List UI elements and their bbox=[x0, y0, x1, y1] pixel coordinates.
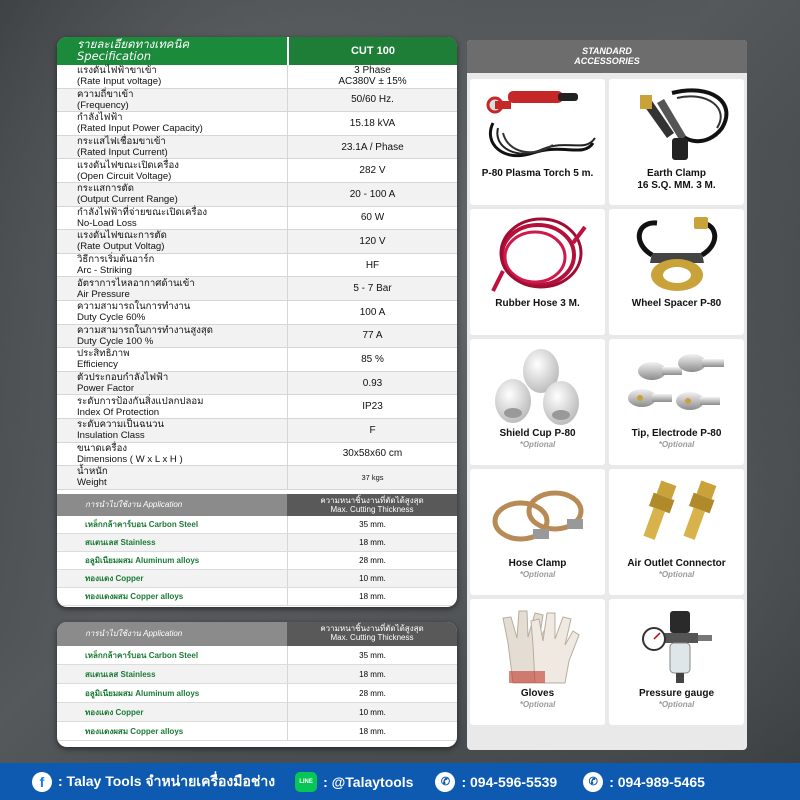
spec-label-th: กำลังไฟฟ้าที่จ่ายขณะเปิดเครื่อง bbox=[77, 206, 208, 218]
spec-value: 30x58x60 cm bbox=[287, 443, 457, 466]
phone-icon: ✆ bbox=[583, 772, 603, 792]
application-thickness: 18 mm. bbox=[287, 534, 457, 551]
spec-label bbox=[57, 207, 287, 230]
application-thickness: 10 mm. bbox=[287, 703, 457, 721]
spec-row bbox=[57, 443, 457, 467]
spec-row bbox=[57, 136, 457, 160]
accessory-rubber-hose bbox=[470, 209, 605, 335]
application-material: อลูมิเนียมผสม Aluminum alloys bbox=[85, 555, 200, 565]
spec-label-th: ตัวประกอบกำลังไฟฟ้า bbox=[77, 372, 169, 384]
spec-label-en: Arc - Striking bbox=[77, 265, 132, 277]
spec-value: 0.93 bbox=[287, 372, 457, 395]
application-header-value-en: Max. Cutting Thickness bbox=[330, 504, 414, 514]
facebook-icon: f bbox=[32, 772, 52, 792]
spec-row bbox=[57, 159, 457, 183]
spec-value: 120 V bbox=[287, 230, 457, 253]
spec-label-en: Air Pressure bbox=[77, 288, 130, 300]
spec-row bbox=[57, 65, 457, 89]
accessory-optional: *Optional bbox=[658, 700, 695, 709]
application-material: เหล็กกล้าคาร์บอน Carbon Steel bbox=[85, 519, 199, 529]
spec-label-en: (Frequency) bbox=[77, 99, 129, 111]
accessory-optional: *Optional bbox=[519, 700, 556, 709]
line-text: : @Talaytools bbox=[323, 773, 414, 790]
footer-facebook[interactable] bbox=[32, 771, 275, 793]
phone-2-text: : 094-989-5465 bbox=[609, 773, 705, 790]
spec-row bbox=[57, 466, 457, 490]
spec-label-th: ความสามารถในการทำงานสูงสุด bbox=[77, 324, 213, 336]
spec-label-th: วิธีการเริ่มต้นอาร์ก bbox=[77, 254, 155, 266]
accessory-name: Rubber Hose 3 M. bbox=[495, 298, 580, 309]
spec-label-th: แรงดันไฟขณะการตัด bbox=[77, 230, 167, 242]
spec-row bbox=[57, 419, 457, 443]
spec-label-th: ความสามารถในการทำงาน bbox=[77, 301, 191, 313]
accessories-title-line1: STANDARD bbox=[582, 46, 632, 56]
pressure-gauge-icon bbox=[612, 603, 742, 687]
accessory-air-outlet bbox=[609, 469, 744, 595]
spec-label bbox=[57, 159, 287, 182]
spec-value: 20 - 100 A bbox=[287, 183, 457, 206]
application-row bbox=[57, 665, 457, 684]
accessory-name: Air Outlet Connector bbox=[627, 558, 726, 569]
accessory-optional: *Optional bbox=[658, 440, 695, 449]
accessory-optional: *Optional bbox=[519, 570, 556, 579]
earth-clamp-icon bbox=[612, 83, 742, 167]
application-material: เหล็กกล้าคาร์บอน Carbon Steel bbox=[85, 651, 199, 660]
spec-row bbox=[57, 112, 457, 136]
accessory-pressure-gauge bbox=[609, 599, 744, 725]
spec-value: F bbox=[287, 419, 457, 442]
application-thickness: 35 mm. bbox=[287, 516, 457, 533]
shield-cup-icon bbox=[473, 343, 603, 427]
application-row bbox=[57, 552, 457, 570]
spec-value: 60 W bbox=[287, 207, 457, 230]
spec-label bbox=[57, 301, 287, 324]
application2-header bbox=[57, 622, 457, 646]
spec-label-th: น้ำหนัก bbox=[77, 466, 108, 478]
spec-row bbox=[57, 230, 457, 254]
tip-electrode-icon bbox=[612, 343, 742, 427]
application-table bbox=[57, 516, 457, 606]
spec-title-th: รายละเอียดทางเทคนิค bbox=[77, 37, 190, 51]
spec-label bbox=[57, 112, 287, 135]
application-thickness: 18 mm. bbox=[287, 665, 457, 683]
spec-label-th: อัตราการไหลอากาศด้านเข้า bbox=[77, 277, 195, 289]
spec-row bbox=[57, 254, 457, 278]
wheel-spacer-icon bbox=[612, 213, 742, 297]
application-row bbox=[57, 703, 457, 722]
accessory-plasma-torch bbox=[470, 79, 605, 205]
spec-label bbox=[57, 443, 287, 466]
spec-row bbox=[57, 372, 457, 396]
spec-label bbox=[57, 419, 287, 442]
contact-footer bbox=[0, 763, 800, 800]
spec-value: 282 V bbox=[287, 159, 457, 182]
application-header bbox=[57, 494, 457, 516]
spec-label-en: (Rate Input voltage) bbox=[77, 76, 162, 88]
spec-value: 50/60 Hz. bbox=[287, 89, 457, 112]
specification-card bbox=[57, 37, 457, 607]
spec-row bbox=[57, 348, 457, 372]
accessories-header bbox=[467, 40, 747, 73]
spec-label-en: No-Load Loss bbox=[77, 217, 137, 229]
facebook-text: : Talay Tools จำหน่ายเครื่องมือช่าง bbox=[58, 772, 276, 789]
spec-label-en: (Open Circuit Voltage) bbox=[77, 170, 172, 182]
application-material: ทองแดงผสม Copper alloys bbox=[85, 727, 184, 736]
spec-label-th: ประสิทธิภาพ bbox=[77, 348, 130, 360]
spec-label bbox=[57, 183, 287, 206]
line-icon: LINE bbox=[295, 772, 317, 792]
spec-value: HF bbox=[287, 254, 457, 277]
spec-label-th: กระแสไฟเชื่อมขาเข้า bbox=[77, 136, 166, 148]
application-card bbox=[57, 622, 457, 747]
accessories-panel bbox=[467, 40, 747, 750]
accessory-name: Gloves bbox=[520, 688, 555, 699]
application-header-label: การนำไปใช้งาน Application bbox=[57, 494, 287, 516]
spec-label-en: Power Factor bbox=[77, 383, 135, 395]
application-row bbox=[57, 722, 457, 741]
accessory-wheel-spacer bbox=[609, 209, 744, 335]
accessories-title-line2: ACCESSORIES bbox=[574, 56, 640, 66]
spec-label-en: (Rated Input Current) bbox=[77, 147, 168, 159]
application2-header-value-en: Max. Cutting Thickness bbox=[330, 633, 414, 642]
application-header-value-th: ความหนาชิ้นงานที่ตัดได้สูงสุด bbox=[320, 495, 424, 505]
application-header-value bbox=[287, 494, 457, 516]
accessory-name: Shield Cup P-80 bbox=[499, 428, 576, 439]
application-row bbox=[57, 534, 457, 552]
application2-table bbox=[57, 646, 457, 741]
accessory-name: Hose Clamp bbox=[508, 558, 567, 569]
footer-phone-1[interactable] bbox=[435, 772, 557, 792]
application2-header-label: การนำไปใช้งาน Application bbox=[57, 622, 287, 646]
spec-label-en: Efficiency bbox=[77, 359, 118, 371]
application-row bbox=[57, 684, 457, 703]
spec-label-th: แรงดันไฟฟ้าขาเข้า bbox=[77, 65, 157, 77]
spec-label-th: กำลังไฟฟ้า bbox=[77, 112, 123, 124]
spec-label-th: ระดับการป้องกันสิ่งแปลกปลอม bbox=[77, 395, 204, 407]
rubber-hose-icon bbox=[473, 213, 603, 297]
spec-value: 23.1A / Phase bbox=[287, 136, 457, 159]
application-material: ทองแดง Copper bbox=[85, 708, 144, 717]
spec-label bbox=[57, 325, 287, 348]
spec-label-en: Insulation Class bbox=[77, 430, 145, 442]
spec-value: 77 A bbox=[287, 325, 457, 348]
accessory-name: Wheel Spacer P-80 bbox=[631, 298, 722, 309]
plasma-torch-icon bbox=[473, 83, 603, 167]
spec-label-en: (Rate Output Voltag) bbox=[77, 241, 165, 253]
spec-row bbox=[57, 325, 457, 349]
spec-label bbox=[57, 254, 287, 277]
application2-header-value-th: ความหนาชิ้นงานที่ตัดได้สูงสุด bbox=[320, 624, 424, 633]
spec-row bbox=[57, 395, 457, 419]
spec-label-th: กระแสการตัด bbox=[77, 183, 134, 195]
spec-label-en: (Rated Input Power Capacity) bbox=[77, 123, 203, 135]
spec-value: 85 % bbox=[287, 348, 457, 371]
spec-label-th: ระดับความเป็นฉนวน bbox=[77, 419, 165, 431]
spec-label bbox=[57, 348, 287, 371]
accessory-gloves bbox=[470, 599, 605, 725]
phone-icon: ✆ bbox=[435, 772, 455, 792]
air-outlet-connector-icon bbox=[612, 473, 742, 557]
spec-row bbox=[57, 301, 457, 325]
spec-row bbox=[57, 183, 457, 207]
hose-clamp-icon bbox=[473, 473, 603, 557]
application-row bbox=[57, 588, 457, 606]
application-thickness: 18 mm. bbox=[287, 722, 457, 740]
spec-label bbox=[57, 277, 287, 300]
spec-label-en: Weight bbox=[77, 477, 107, 489]
application-row bbox=[57, 516, 457, 534]
application-thickness: 28 mm. bbox=[287, 552, 457, 569]
application-material: ทองแดงผสม Copper alloys bbox=[85, 591, 184, 601]
application-material: สแตนเลส Stainless bbox=[85, 670, 156, 679]
spec-title bbox=[57, 37, 287, 65]
spec-label-en: Duty Cycle 60% bbox=[77, 312, 146, 324]
application-row bbox=[57, 646, 457, 665]
spec-value: 100 A bbox=[287, 301, 457, 324]
spec-value: 37 kgs bbox=[287, 466, 457, 489]
spec-value: 15.18 kVA bbox=[287, 112, 457, 135]
accessory-optional: *Optional bbox=[519, 440, 556, 449]
spec-label-en: Duty Cycle 100 % bbox=[77, 335, 154, 347]
application-thickness: 28 mm. bbox=[287, 684, 457, 702]
spec-model: CUT 100 bbox=[287, 37, 457, 65]
application-thickness: 10 mm. bbox=[287, 570, 457, 587]
spec-row bbox=[57, 207, 457, 231]
spec-label bbox=[57, 65, 287, 88]
spec-row bbox=[57, 277, 457, 301]
spec-label bbox=[57, 136, 287, 159]
spec-value: 3 Phase AC380V ± 15% bbox=[287, 65, 457, 88]
spec-label bbox=[57, 395, 287, 418]
accessories-grid bbox=[467, 73, 747, 725]
phone-1-text: : 094-596-5539 bbox=[461, 773, 558, 790]
spec-header bbox=[57, 37, 457, 65]
application-thickness: 18 mm. bbox=[287, 588, 457, 605]
accessory-earth-clamp bbox=[609, 79, 744, 205]
spec-label-th: ความถี่ขาเข้า bbox=[77, 88, 134, 100]
accessory-name: Pressure gauge bbox=[638, 688, 715, 699]
spec-value: IP23 bbox=[287, 395, 457, 418]
spec-label bbox=[57, 372, 287, 395]
spec-label bbox=[57, 230, 287, 253]
accessory-optional: *Optional bbox=[658, 570, 695, 579]
spec-label bbox=[57, 466, 287, 489]
spec-table bbox=[57, 65, 457, 490]
accessory-name: Earth Clamp 16 S.Q. MM. 3 M. bbox=[637, 168, 716, 191]
application-material: สแตนเลส Stainless bbox=[85, 537, 156, 547]
spec-label-en: Index Of Protection bbox=[77, 406, 160, 418]
application-material: อลูมิเนียมผสม Aluminum alloys bbox=[85, 689, 200, 698]
gloves-icon bbox=[473, 603, 603, 687]
accessory-tip-electrode bbox=[609, 339, 744, 465]
accessory-name: P-80 Plasma Torch 5 m. bbox=[481, 168, 594, 179]
spec-label-th: ขนาดเครื่อง bbox=[77, 442, 128, 454]
footer-phone-2[interactable] bbox=[583, 772, 705, 792]
spec-title-en: Specification bbox=[77, 49, 152, 63]
spec-value: 5 - 7 Bar bbox=[287, 277, 457, 300]
application-row bbox=[57, 570, 457, 588]
spec-label-th: แรงดันไฟขณะเปิดเครื่อง bbox=[77, 159, 179, 171]
application-material: ทองแดง Copper bbox=[85, 573, 144, 583]
accessory-hose-clamp bbox=[470, 469, 605, 595]
accessory-name: Tip, Electrode P-80 bbox=[631, 428, 722, 439]
application2-header-value bbox=[287, 622, 457, 646]
footer-line[interactable] bbox=[295, 772, 413, 792]
spec-label bbox=[57, 89, 287, 112]
spec-row bbox=[57, 89, 457, 113]
spec-label-en: (Output Current Range) bbox=[77, 194, 178, 206]
spec-label-en: Dimensions ( W x L x H ) bbox=[77, 453, 183, 465]
application-thickness: 35 mm. bbox=[287, 646, 457, 664]
accessory-shield-cup bbox=[470, 339, 605, 465]
